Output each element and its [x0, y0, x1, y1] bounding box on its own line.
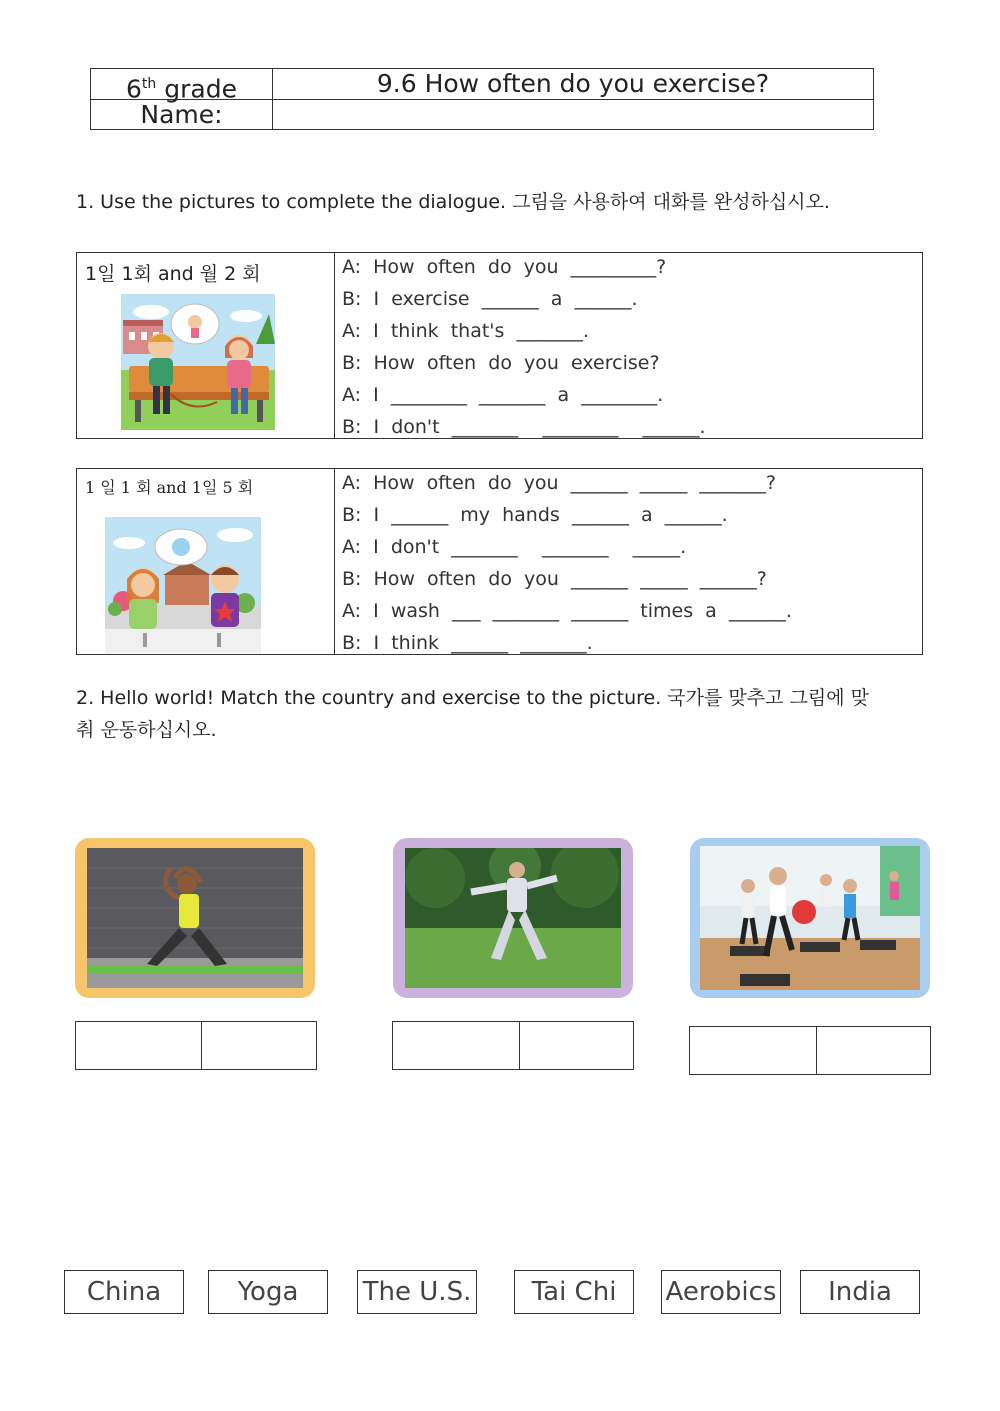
taichi-picture-frame: [393, 838, 633, 998]
question-2-line-2: 춰 운동하십시오.: [76, 719, 217, 741]
word-card-the-us[interactable]: The U.S.: [357, 1270, 477, 1314]
answer-box-divider: [519, 1022, 520, 1069]
taichi-photo: [405, 848, 621, 988]
dialogue-box-divider: [334, 469, 335, 654]
answer-box-divider: [201, 1022, 202, 1069]
dialogue-2-line-5: A: I wash ___ _______ ______ times a ______.: [342, 600, 792, 622]
dialogue-1-line-2: B: I exercise ______ a ______.: [342, 288, 638, 310]
aerobics-picture-frame: [690, 838, 930, 998]
aerobics-photo: [700, 846, 920, 990]
dialogue-2-line-6: B: I think ______ _______.: [342, 632, 593, 654]
dialogue-1-line-5: A: I ________ _______ a ________.: [342, 384, 664, 406]
dialogue-2-label: 1 일 1 회 and 1일 5 회: [85, 478, 254, 497]
yoga-picture-frame: [75, 838, 315, 998]
word-card-china[interactable]: China: [64, 1270, 184, 1314]
dialogue-2-line-4: B: How often do you ______ _____ ______?: [342, 568, 767, 590]
yoga-photo: [87, 848, 303, 988]
grade-number: 6: [126, 74, 142, 104]
dialogue-2-line-2: B: I ______ my hands ______ a ______.: [342, 504, 728, 526]
dialogue-2-line-3: A: I don't _______ _______ _____.: [342, 536, 687, 558]
word-card-tai-chi[interactable]: Tai Chi: [514, 1270, 634, 1314]
dialogue-1-label: 1일 1회 and 월 2 회: [85, 263, 261, 285]
name-label: Name:: [140, 100, 223, 129]
dialogue-box-1: [76, 252, 923, 439]
aerobics-answer-box[interactable]: [689, 1026, 931, 1075]
header-table: [90, 68, 874, 130]
grade-word: grade: [164, 74, 237, 104]
word-card-yoga[interactable]: Yoga: [208, 1270, 328, 1314]
dialogue-1-line-1: A: How often do you _________?: [342, 256, 667, 278]
dialogue-box-divider: [334, 253, 335, 438]
dialogue-box-2: [76, 468, 923, 655]
dialogue-2-line-1: A: How often do you ______ _____ _______?: [342, 472, 776, 494]
dialogue-1-line-4: B: How often do you exercise?: [342, 352, 660, 374]
lesson-title: 9.6 How often do you exercise?: [376, 69, 770, 98]
taichi-answer-box[interactable]: [392, 1021, 634, 1070]
handwashing-illustration: [105, 517, 261, 653]
friends-bench-illustration: [121, 294, 275, 430]
dialogue-1-line-3: A: I think that's _______.: [342, 320, 590, 342]
question-1-instruction: 1. Use the pictures to complete the dialogue. 그림을 사용하여 대화를 완성하십시오.: [76, 191, 830, 213]
question-2-line-1: 2. Hello world! Match the country and exercise to the picture. 국가를 맞추고 그림에 맞: [76, 687, 869, 709]
answer-box-divider: [816, 1027, 817, 1074]
word-card-india[interactable]: India: [800, 1270, 920, 1314]
yoga-answer-box[interactable]: [75, 1021, 317, 1070]
grade-suffix: th: [141, 76, 157, 92]
word-card-aerobics[interactable]: Aerobics: [661, 1270, 781, 1314]
dialogue-1-line-6: B: I don't _______ ________ ______.: [342, 416, 706, 438]
